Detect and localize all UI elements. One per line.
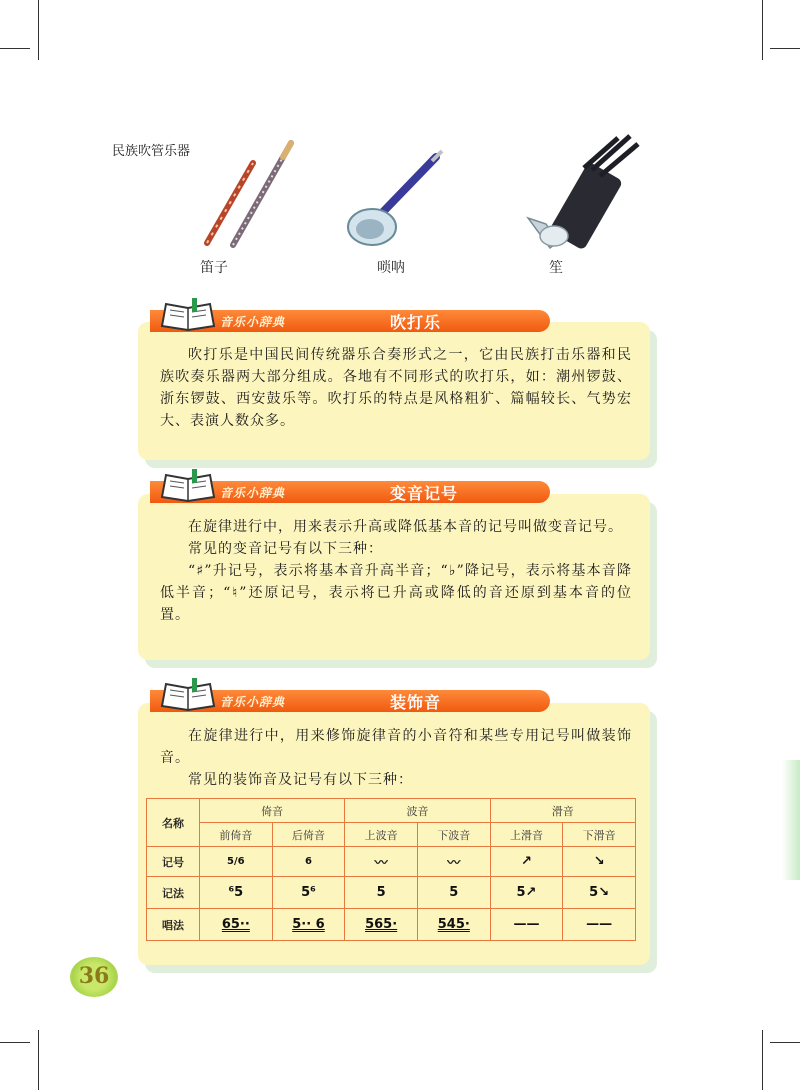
ornament-symbol: 5/6 [200, 847, 273, 877]
page-number-badge [70, 957, 118, 997]
table-group-header: 波音 [345, 799, 490, 823]
table-subheader: 上波音 [345, 823, 418, 847]
table-row [147, 847, 636, 877]
ornament-notation: 5 [417, 877, 490, 909]
box-title: 装饰音 [390, 693, 442, 712]
table-subheader: 后倚音 [272, 823, 345, 847]
ornament-singing: 565· [345, 909, 418, 941]
dictionary-box-chuida [138, 322, 650, 460]
crop-mark [0, 1042, 30, 1043]
ornament-notation: 5↘ [563, 877, 636, 909]
dictionary-label: 音乐小辞典 [220, 486, 286, 500]
open-book-icon [158, 296, 218, 332]
ornament-singing: 5·· 6 [272, 909, 345, 941]
crop-mark [0, 48, 30, 49]
instrument-name-dizi: 笛子 [200, 260, 228, 276]
box-paragraph: 在旋律进行中，用来修饰旋律音的小音符和某些专用记号叫做装饰音。 [160, 728, 632, 766]
table-row [147, 909, 636, 941]
ornament-notation: 5⁶ [272, 877, 345, 909]
ornament-notation: 5↗ [490, 877, 563, 909]
box-body [160, 344, 632, 432]
crop-mark [770, 48, 800, 49]
suona-icon [340, 145, 450, 255]
open-book-icon [158, 467, 218, 503]
instrument-name-suona: 唢呐 [377, 260, 405, 276]
table-corner: 名称 [147, 799, 200, 847]
ornament-singing: —— [563, 909, 636, 941]
section-label: 民族吹管乐器 [112, 144, 191, 159]
crop-mark [38, 0, 39, 60]
table-row [147, 799, 636, 823]
ornament-symbol: 6 [272, 847, 345, 877]
crop-mark [762, 0, 763, 60]
ornament-symbol: ↘ [563, 847, 636, 877]
table-group-header: 倚音 [200, 799, 345, 823]
row-label: 记法 [147, 877, 200, 909]
ornaments-table [146, 798, 636, 941]
sheng-icon [518, 130, 648, 260]
ornament-singing: —— [490, 909, 563, 941]
box-body [160, 516, 632, 626]
ornament-singing: 65·· [200, 909, 273, 941]
ornament-notation: ⁶5 [200, 877, 273, 909]
box-paragraph: “♯”升记号，表示将基本音升高半音；“♭”降记号，表示将基本音降低半音；“♮”还原记号，表示将已升高或降低的音还原到基本音的位置。 [160, 563, 632, 623]
ornament-symbol: ↗ [490, 847, 563, 877]
ornament-notation: 5 [345, 877, 418, 909]
dictionary-label: 音乐小辞典 [220, 315, 286, 329]
ornament-singing: 545· [417, 909, 490, 941]
crop-mark [762, 1030, 763, 1090]
box-body [160, 725, 632, 791]
table-row [147, 823, 636, 847]
crop-mark [770, 1042, 800, 1043]
box-paragraph: 吹打乐是中国民间传统器乐合奏形式之一，它由民族打击乐器和民族吹奏乐器两大部分组成。各地有不同形式的吹打乐，如：潮州锣鼓、浙东锣鼓、西安鼓乐等。吹打乐的特点是风格粗犷、篇幅较长、气势宏大、表演人数众多。 [160, 347, 632, 429]
table-subheader: 前倚音 [200, 823, 273, 847]
row-label: 唱法 [147, 909, 200, 941]
box-paragraph: 常见的变音记号有以下三种： [188, 541, 383, 557]
page-edge-tint [782, 760, 800, 880]
dictionary-label: 音乐小辞典 [220, 695, 286, 709]
box-title: 吹打乐 [390, 313, 442, 332]
row-label: 记号 [147, 847, 200, 877]
crop-mark [38, 1030, 39, 1090]
dictionary-box-accidentals [138, 494, 650, 660]
ornament-symbol: 〰 [345, 847, 418, 877]
table-row [147, 877, 636, 909]
dizi-flute-icon [195, 135, 305, 250]
table-subheader: 上滑音 [490, 823, 563, 847]
table-group-header: 滑音 [490, 799, 635, 823]
box-title: 变音记号 [390, 484, 459, 503]
table-subheader: 下波音 [417, 823, 490, 847]
instrument-name-sheng: 笙 [549, 260, 563, 276]
box-paragraph: 常见的装饰音及记号有以下三种： [188, 772, 413, 788]
ornament-symbol: 〰 [417, 847, 490, 877]
table-subheader: 下滑音 [563, 823, 636, 847]
page-number: 36 [78, 963, 110, 989]
open-book-icon [158, 676, 218, 712]
box-paragraph: 在旋律进行中，用来表示升高或降低基本音的记号叫做变音记号。 [188, 519, 623, 535]
